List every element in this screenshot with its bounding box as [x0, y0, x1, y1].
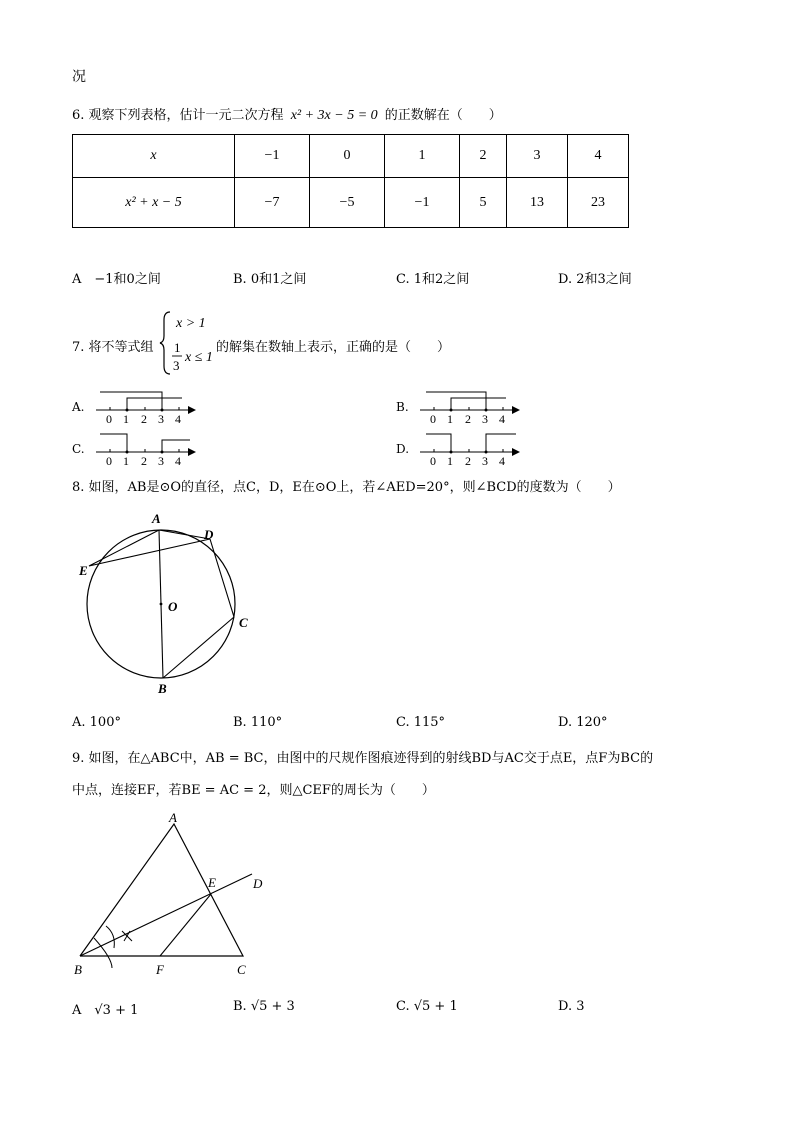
svg-text:2: 2: [141, 454, 147, 468]
point-label: B: [74, 962, 82, 977]
q7-stem-prefix: 7. 将不等式组: [72, 340, 154, 355]
svg-text:1: 1: [123, 454, 129, 468]
q7-ineq2-den: 3: [173, 358, 180, 373]
svg-text:3: 3: [158, 454, 164, 468]
q7-ineq2-rest: x ≤ 1: [185, 350, 213, 365]
svg-text:2: 2: [465, 454, 471, 468]
q7-option-c-label: C.: [72, 442, 85, 456]
point-label: F: [156, 962, 164, 977]
q7-option-a-number-line: [92, 386, 198, 426]
table-cell: 2: [460, 135, 507, 178]
q8-option-c: C. 115°: [396, 715, 446, 730]
q7-inequality-system: [158, 308, 220, 378]
q9-option-b: B. √5 + 3: [233, 999, 295, 1014]
table-cell: 1: [385, 135, 460, 178]
q6-equation: x² + 3x − 5 = 0: [290, 108, 378, 123]
q7-ineq2-num: 1: [174, 340, 181, 355]
svg-text:4: 4: [499, 454, 505, 468]
table-cell: 23: [568, 178, 629, 228]
q8-option-d: D. 120°: [558, 715, 608, 730]
table-cell: 0: [310, 135, 385, 178]
q7-option-b-number-line: [416, 386, 522, 426]
point-label: B: [158, 681, 167, 696]
q6-stem-suffix: 的正数解在（ ）: [384, 108, 502, 123]
svg-text:4: 4: [175, 454, 181, 468]
q8-stem: 8. 如图，AB是⊙O的直径，点C，D，E在⊙O上，若∠AED=20°，则∠BCD的度数为（ ）: [72, 480, 621, 495]
svg-text:2: 2: [465, 412, 471, 426]
svg-text:1: 1: [447, 454, 453, 468]
q7-option-b-label: B.: [396, 400, 409, 414]
q7-stem-suffix: 的解集在数轴上表示，正确的是（ ）: [216, 340, 451, 355]
q9-option-d: D. 3: [558, 999, 585, 1014]
svg-text:0: 0: [106, 412, 112, 426]
point-label: D: [253, 876, 263, 891]
svg-text:1: 1: [123, 412, 129, 426]
q6-option-a: A −1和0之间: [72, 272, 161, 287]
table-cell: 3: [507, 135, 568, 178]
q6-option-c: C. 1和2之间: [396, 272, 470, 287]
table-cell: 5: [460, 178, 507, 228]
q8-circle-figure: [72, 505, 262, 700]
q7-option-d-label: D.: [396, 442, 410, 456]
svg-text:3: 3: [482, 454, 488, 468]
q8-option-b: B. 110°: [233, 715, 283, 730]
table-row1-head: x: [73, 135, 235, 178]
point-label: A: [152, 511, 161, 526]
q9-option-a: A √3 + 1: [72, 1003, 139, 1018]
table-cell: −5: [310, 178, 385, 228]
svg-text:2: 2: [141, 412, 147, 426]
point-label: A: [169, 810, 177, 825]
segment-ef: [160, 894, 211, 956]
point-label: C: [239, 615, 248, 630]
center-point: [160, 603, 163, 606]
svg-text:3: 3: [482, 412, 488, 426]
table-cell: −1: [235, 135, 310, 178]
point-label: E: [79, 563, 88, 578]
q6-option-b: B. 0和1之间: [233, 272, 307, 287]
svg-text:0: 0: [106, 454, 112, 468]
q7-option-d-number-line: [416, 428, 522, 468]
svg-text:4: 4: [175, 412, 181, 426]
q7-option-a-label: A.: [72, 400, 85, 414]
q9-triangle-figure: [72, 808, 282, 983]
svg-text:0: 0: [430, 454, 436, 468]
q7-option-c-number-line: [92, 428, 198, 468]
q6-option-d: D. 2和3之间: [558, 272, 632, 287]
point-label: O: [168, 599, 178, 614]
ray-bd: [80, 874, 252, 956]
svg-text:1: 1: [447, 412, 453, 426]
point-label: E: [208, 875, 216, 890]
point-label: D: [204, 527, 214, 542]
q9-stem-line1: 9. 如图，在△ABC中，AB = BC，由图中的尺规作图痕迹得到的射线BD与AC交于点E，点F为BC的: [72, 751, 654, 766]
svg-text:0: 0: [430, 412, 436, 426]
previous-question-tail: 况: [72, 69, 86, 85]
svg-text:4: 4: [499, 412, 505, 426]
svg-text:3: 3: [158, 412, 164, 426]
table-cell: −1: [385, 178, 460, 228]
q9-stem-line2: 中点，连接EF，若BE = AC = 2，则△CEF的周长为（ ）: [72, 783, 435, 798]
table-cell: 13: [507, 178, 568, 228]
left-brace: [160, 312, 170, 374]
q8-option-a: A. 100°: [72, 715, 121, 730]
point-label: C: [237, 962, 246, 977]
q6-stem-prefix: 6. 观察下列表格，估计一元二次方程: [72, 108, 284, 123]
table-cell: 4: [568, 135, 629, 178]
q6-value-table: [72, 134, 629, 228]
table-row2-head: x² + x − 5: [73, 178, 235, 228]
q9-option-c: C. √5 + 1: [396, 999, 458, 1014]
q7-ineq1: x > 1: [176, 316, 206, 331]
table-cell: −7: [235, 178, 310, 228]
q6-stem: [72, 104, 502, 124]
